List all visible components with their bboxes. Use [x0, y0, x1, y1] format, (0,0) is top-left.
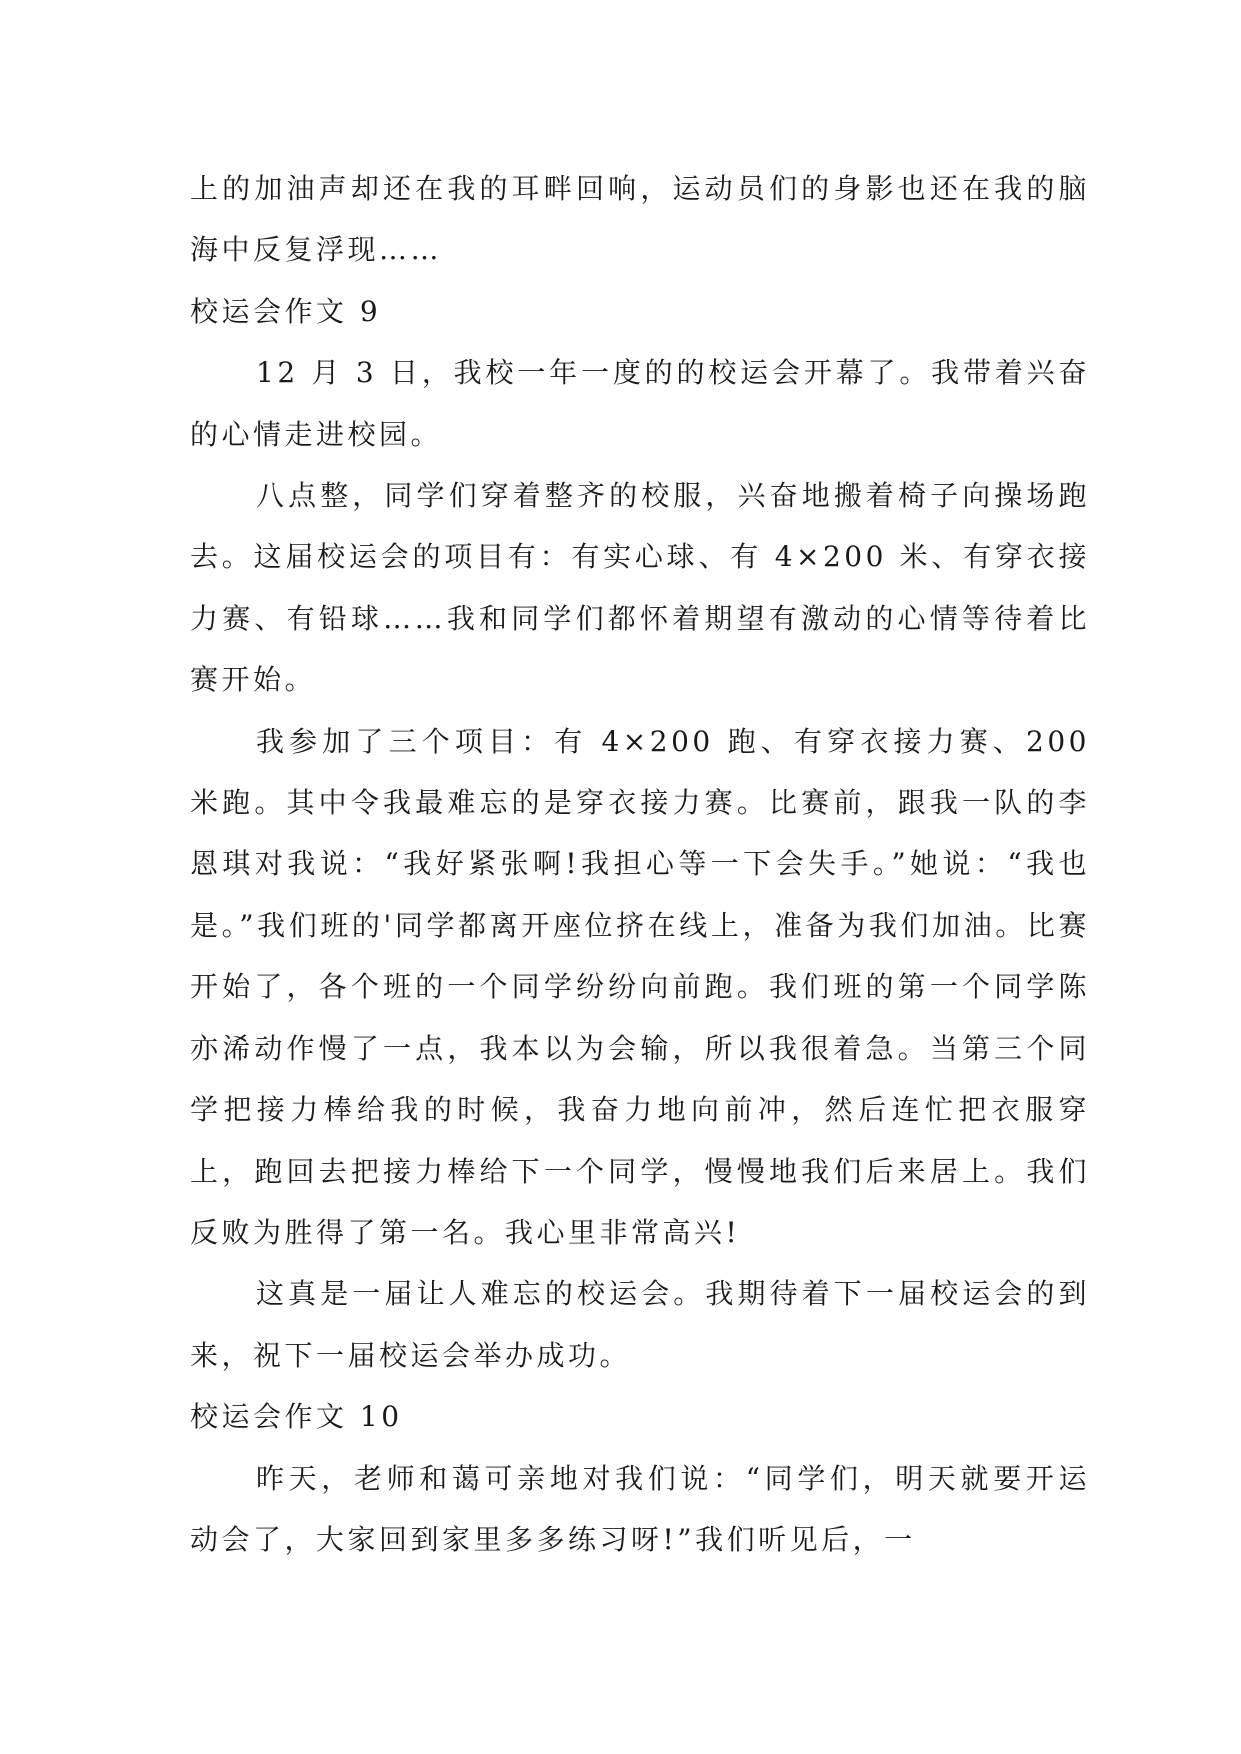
- paragraph-events: 八点整，同学们穿着整齐的校服，兴奋地搬着椅子向操场跑去。这届校运会的项目有：有实心球、有 4×200 米、有穿衣接力赛、有铅球……我和同学们都怀着期望有激动的心情等待着比赛开始。: [190, 479, 1090, 697]
- document-body: [190, 158, 1090, 1570]
- paragraph-opening: 12 月 3 日，我校一年一度的的校运会开幕了。我带着兴奋的心情走进校园。: [190, 356, 1090, 451]
- paragraph-teacher: 昨天，老师和蔼可亲地对我们说：“同学们，明天就要开运动会了，大家回到家里多多练习呀!”我们听见后，一: [190, 1461, 1090, 1556]
- paragraph-relay-race: 我参加了三个项目：有 4×200 跑、有穿衣接力赛、200 米跑。其中令我最难忘的是穿衣接力赛。比赛前，跟我一队的李恩琪对我说：“我好紧张啊!我担心等一下会失手。”她说：“我也是。”我们班的'同学都离开座位挤在线上，准备为我们加油。比赛开始了，各个班的一个同学纷纷向前跑。我们班的第一个同学陈亦浠动作慢了一点，我本以为会输，所以我很着急。当第三个同学把接力棒给我的时候，我奋力地向前冲，然后连忙把衣服穿上，跑回去把接力棒给下一个同学，慢慢地我们后来居上。我们反败为胜得了第一名。我心里非常高兴!: [190, 724, 1090, 1249]
- essay-heading-9: 校运会作文 9: [190, 294, 382, 328]
- paragraph-conclusion: 这真是一届让人难忘的校运会。我期待着下一届校运会的到来，祝下一届校运会举办成功。: [190, 1277, 1090, 1372]
- paragraph-continued: 上的加油声却还在我的耳畔回响，运动员们的身影也还在我的脑海中反复浮现……: [190, 172, 1090, 267]
- essay-heading-10: 校运会作文 10: [190, 1400, 403, 1434]
